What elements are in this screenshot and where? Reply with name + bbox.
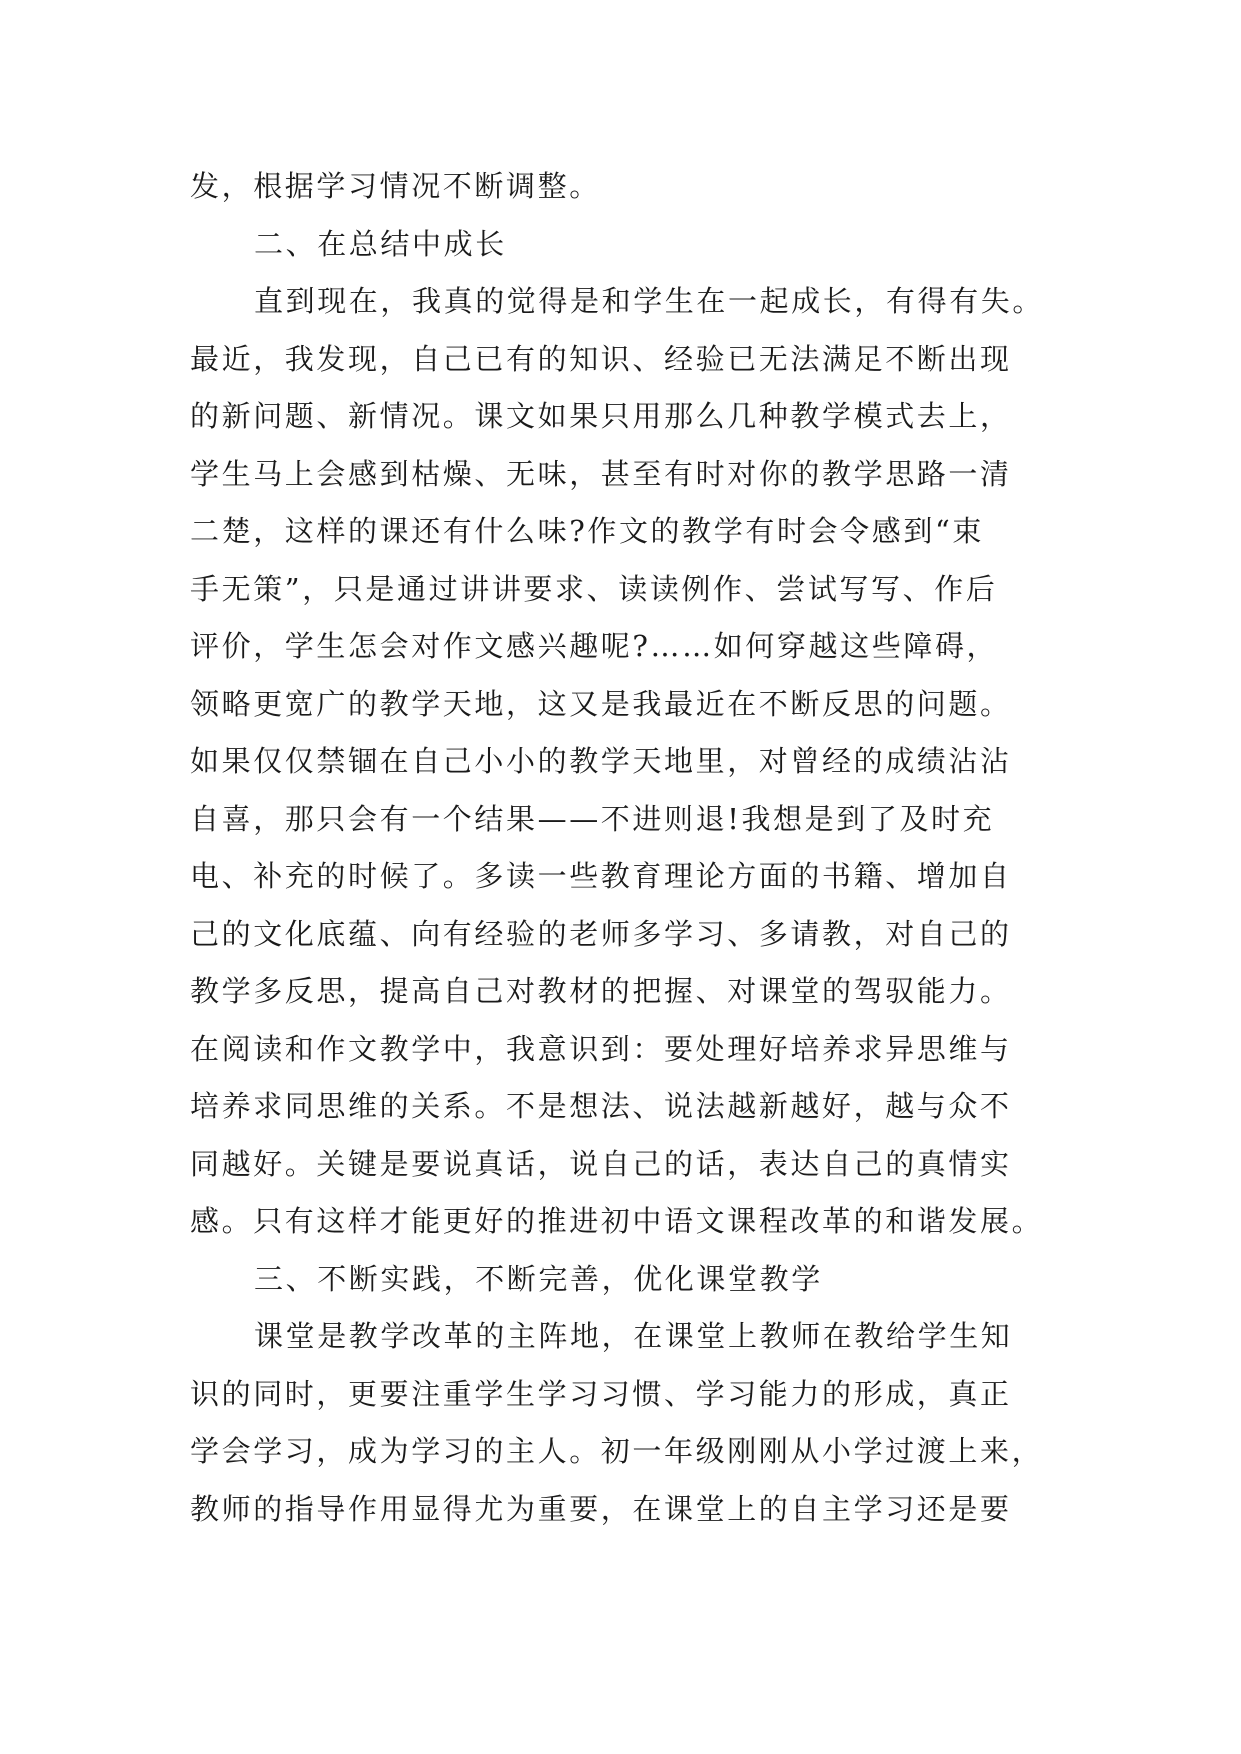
text-line: 电、补充的时候了。多读一些教育理论方面的书籍、增加自 — [190, 859, 1012, 893]
text-line: 最近，我发现，自己已有的知识、经验已无法满足不断出现 — [190, 341, 1012, 376]
section-heading: 二、在总结中成长 — [254, 226, 507, 261]
document-body — [190, 158, 1070, 1538]
text-line: 教师的指导作用显得尤为重要，在课堂上的自主学习还是要 — [190, 1491, 1012, 1526]
text-line: 的新问题、新情况。课文如果只用那么几种教学模式去上， — [190, 399, 1012, 433]
text-line: 领略更宽广的教学天地，这又是我最近在不断反思的问题。 — [190, 686, 1012, 721]
text-line: 培养求同思维的关系。不是想法、说法越新越好，越与众不 — [190, 1089, 1012, 1123]
section-heading: 三、不断实践，不断完善，优化课堂教学 — [254, 1261, 823, 1296]
text-line: 学生马上会感到枯燥、无味，甚至有时对你的教学思路一清 — [190, 456, 1012, 491]
text-line: 感。只有这样才能更好的推进初中语文课程改革的和谐发展。 — [190, 1204, 1044, 1238]
text-line: 自喜，那只会有一个结果——不进则退!我想是到了及时充 — [190, 801, 995, 836]
paragraph-first-line: 课堂是教学改革的主阵地，在课堂上教师在教给学生知 — [254, 1319, 1013, 1353]
paragraph-first-line: 直到现在，我真的觉得是和学生在一起成长，有得有失。 — [254, 284, 1045, 318]
text-line: 手无策”，只是通过讲讲要求、读读例作、尝试写写、作后 — [190, 571, 998, 606]
text-line: 如果仅仅禁锢在自己小小的教学天地里，对曾经的成绩沾沾 — [190, 744, 1012, 778]
text-line: 二楚，这样的课还有什么味?作文的教学有时会令感到“束 — [190, 514, 984, 548]
text-line: 同越好。关键是要说真话，说自己的话，表达自己的真情实 — [190, 1146, 1012, 1181]
text-line: 在阅读和作文教学中，我意识到：要处理好培养求异思维与 — [190, 1031, 1012, 1066]
text-line: 学会学习，成为学习的主人。初一年级刚刚从小学过渡上来， — [190, 1434, 1044, 1468]
text-line: 发，根据学习情况不断调整。 — [190, 169, 601, 203]
text-line: 评价，学生怎会对作文感兴趣呢?……如何穿越这些障碍， — [190, 629, 999, 663]
text-line: 己的文化底蕴、向有经验的老师多学习、多请教，对自己的 — [190, 916, 1012, 951]
text-line: 识的同时，更要注重学生学习习惯、学习能力的形成，真正 — [190, 1376, 1012, 1411]
text-line: 教学多反思，提高自己对教材的把握、对课堂的驾驭能力。 — [190, 974, 1012, 1008]
